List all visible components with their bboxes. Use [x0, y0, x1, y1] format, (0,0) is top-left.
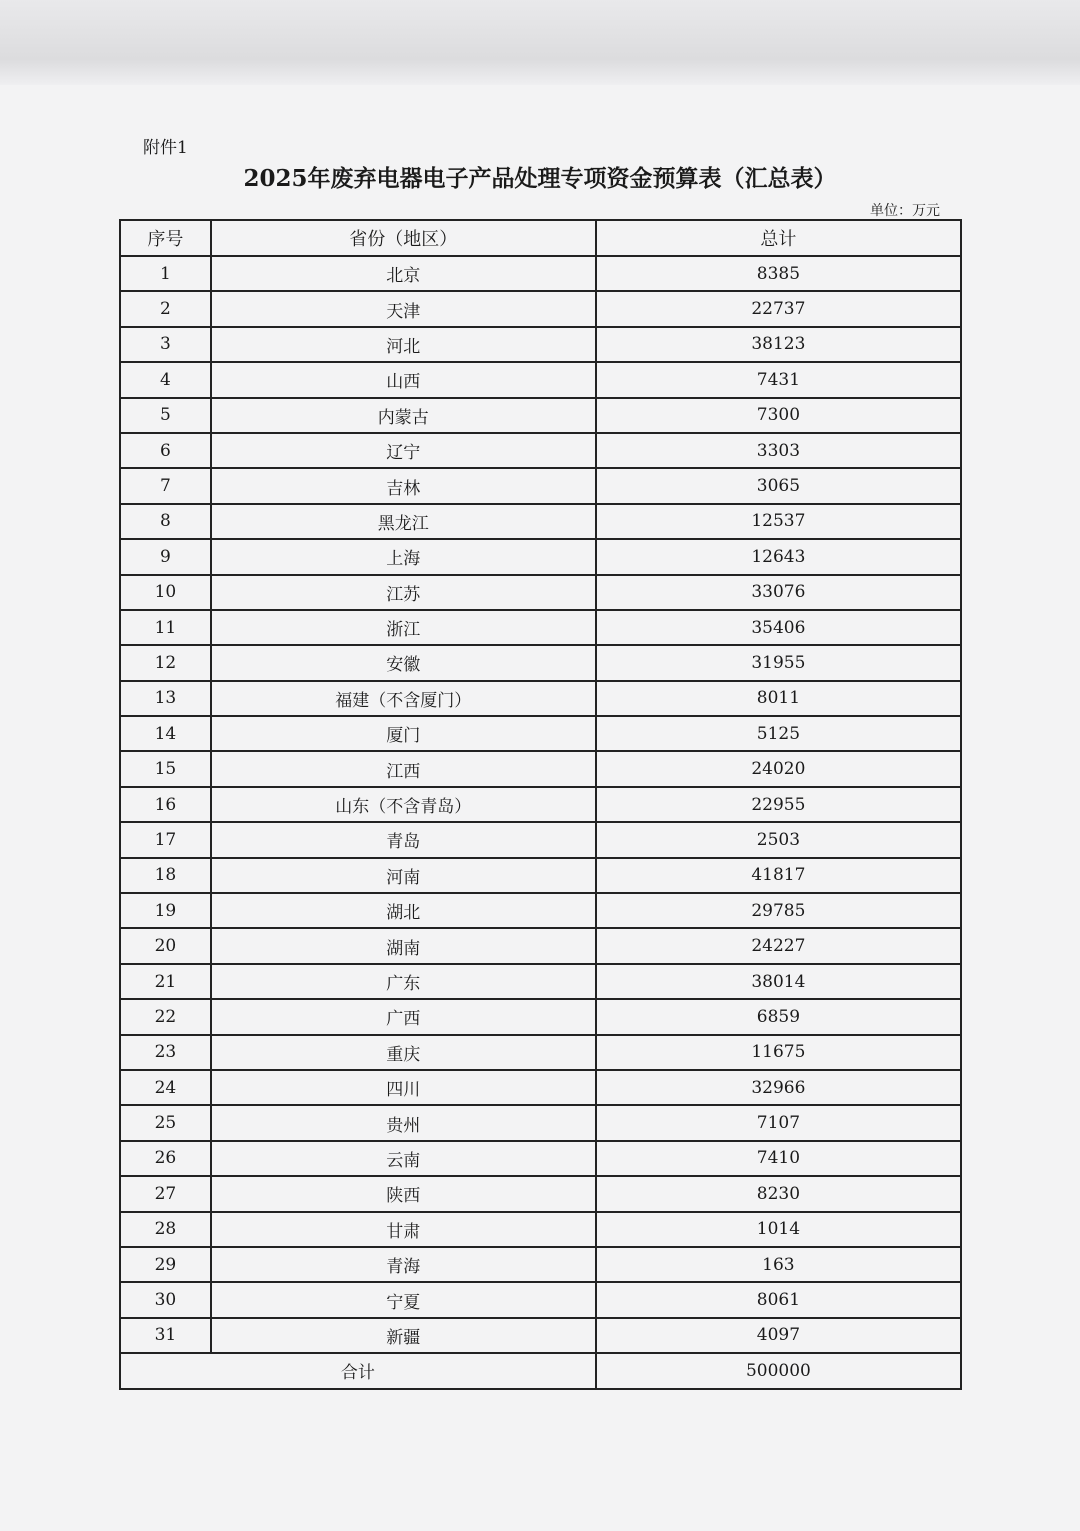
row-index: 1	[120, 256, 211, 291]
row-index: 10	[120, 575, 211, 610]
row-region: 辽宁	[211, 433, 596, 468]
table-row	[120, 362, 961, 397]
table-row	[120, 504, 961, 539]
unit-label: 单位：万元	[870, 203, 940, 219]
row-region: 陕西	[211, 1176, 596, 1211]
row-total: 12643	[596, 539, 961, 574]
table-row	[120, 751, 961, 786]
row-index: 16	[120, 787, 211, 822]
row-total: 3303	[596, 433, 961, 468]
table-row	[120, 1212, 961, 1247]
row-total: 6859	[596, 999, 961, 1034]
page-title: 2025年废弃电器电子产品处理专项资金预算表（汇总表）	[243, 165, 837, 192]
row-region: 安徽	[211, 645, 596, 680]
row-region: 云南	[211, 1141, 596, 1176]
row-total: 24227	[596, 928, 961, 963]
header-index: 序号	[120, 220, 211, 256]
row-total: 22737	[596, 291, 961, 326]
row-index: 14	[120, 716, 211, 751]
row-region: 广西	[211, 999, 596, 1034]
row-total: 29785	[596, 893, 961, 928]
row-index: 17	[120, 822, 211, 857]
row-region: 内蒙古	[211, 398, 596, 433]
row-total: 32966	[596, 1070, 961, 1105]
row-region: 河北	[211, 327, 596, 362]
row-total: 31955	[596, 645, 961, 680]
row-total: 8011	[596, 681, 961, 716]
row-index: 29	[120, 1247, 211, 1282]
row-total: 41817	[596, 858, 961, 893]
budget-table	[119, 219, 962, 1390]
row-region: 浙江	[211, 610, 596, 645]
row-index: 3	[120, 327, 211, 362]
row-index: 15	[120, 751, 211, 786]
row-total: 163	[596, 1247, 961, 1282]
total-row	[120, 1353, 961, 1388]
row-region: 青海	[211, 1247, 596, 1282]
row-index: 2	[120, 291, 211, 326]
table-row	[120, 822, 961, 857]
table-row	[120, 1282, 961, 1317]
row-total: 33076	[596, 575, 961, 610]
total-label: 合计	[120, 1353, 596, 1388]
row-index: 27	[120, 1176, 211, 1211]
row-region: 山东（不含青岛）	[211, 787, 596, 822]
row-index: 9	[120, 539, 211, 574]
row-total: 35406	[596, 610, 961, 645]
table-row	[120, 999, 961, 1034]
row-index: 18	[120, 858, 211, 893]
total-value: 500000	[596, 1353, 961, 1388]
row-region: 厦门	[211, 716, 596, 751]
table-row	[120, 964, 961, 999]
row-index: 24	[120, 1070, 211, 1105]
row-index: 12	[120, 645, 211, 680]
row-region: 上海	[211, 539, 596, 574]
row-index: 13	[120, 681, 211, 716]
table-row	[120, 893, 961, 928]
scan-top-edge	[0, 0, 1080, 85]
header-region: 省份（地区）	[211, 220, 596, 256]
row-index: 11	[120, 610, 211, 645]
row-index: 6	[120, 433, 211, 468]
row-region: 北京	[211, 256, 596, 291]
row-region: 天津	[211, 291, 596, 326]
row-total: 4097	[596, 1318, 961, 1353]
table-row	[120, 645, 961, 680]
row-total: 3065	[596, 468, 961, 503]
row-total: 8061	[596, 1282, 961, 1317]
table-row	[120, 1247, 961, 1282]
row-region: 吉林	[211, 468, 596, 503]
row-region: 重庆	[211, 1035, 596, 1070]
table-row	[120, 716, 961, 751]
row-total: 24020	[596, 751, 961, 786]
table-row	[120, 1318, 961, 1353]
row-total: 11675	[596, 1035, 961, 1070]
row-index: 28	[120, 1212, 211, 1247]
row-index: 23	[120, 1035, 211, 1070]
table-row	[120, 433, 961, 468]
row-region: 福建（不含厦门）	[211, 681, 596, 716]
table-row	[120, 858, 961, 893]
table-body	[120, 256, 961, 1353]
table-row	[120, 610, 961, 645]
attachment-label: 附件1	[143, 138, 188, 158]
row-region: 江苏	[211, 575, 596, 610]
row-region: 宁夏	[211, 1282, 596, 1317]
row-region: 河南	[211, 858, 596, 893]
row-total: 7300	[596, 398, 961, 433]
table-row	[120, 1141, 961, 1176]
row-region: 黑龙江	[211, 504, 596, 539]
row-index: 19	[120, 893, 211, 928]
row-total: 12537	[596, 504, 961, 539]
row-region: 广东	[211, 964, 596, 999]
row-region: 四川	[211, 1070, 596, 1105]
row-index: 4	[120, 362, 211, 397]
row-index: 7	[120, 468, 211, 503]
row-index: 22	[120, 999, 211, 1034]
row-region: 湖南	[211, 928, 596, 963]
row-index: 21	[120, 964, 211, 999]
row-index: 25	[120, 1105, 211, 1140]
row-region: 新疆	[211, 1318, 596, 1353]
table-row	[120, 291, 961, 326]
row-index: 31	[120, 1318, 211, 1353]
table-row	[120, 398, 961, 433]
row-total: 8385	[596, 256, 961, 291]
header-total: 总计	[596, 220, 961, 256]
table-row	[120, 539, 961, 574]
row-index: 5	[120, 398, 211, 433]
row-total: 5125	[596, 716, 961, 751]
table-row	[120, 1105, 961, 1140]
table-header-row	[120, 220, 961, 256]
table-row	[120, 681, 961, 716]
row-index: 8	[120, 504, 211, 539]
table-row	[120, 468, 961, 503]
row-index: 20	[120, 928, 211, 963]
table-row	[120, 256, 961, 291]
row-total: 7107	[596, 1105, 961, 1140]
row-total: 38123	[596, 327, 961, 362]
table-row	[120, 327, 961, 362]
row-region: 山西	[211, 362, 596, 397]
row-total: 2503	[596, 822, 961, 857]
row-region: 青岛	[211, 822, 596, 857]
row-total: 7431	[596, 362, 961, 397]
row-index: 26	[120, 1141, 211, 1176]
table-row	[120, 928, 961, 963]
row-total: 38014	[596, 964, 961, 999]
row-region: 湖北	[211, 893, 596, 928]
row-region: 江西	[211, 751, 596, 786]
table-row	[120, 1035, 961, 1070]
row-index: 30	[120, 1282, 211, 1317]
row-total: 8230	[596, 1176, 961, 1211]
table-row	[120, 1070, 961, 1105]
row-total: 7410	[596, 1141, 961, 1176]
row-total: 1014	[596, 1212, 961, 1247]
table-row	[120, 787, 961, 822]
table-row	[120, 1176, 961, 1211]
row-region: 甘肃	[211, 1212, 596, 1247]
table-row	[120, 575, 961, 610]
row-region: 贵州	[211, 1105, 596, 1140]
row-total: 22955	[596, 787, 961, 822]
